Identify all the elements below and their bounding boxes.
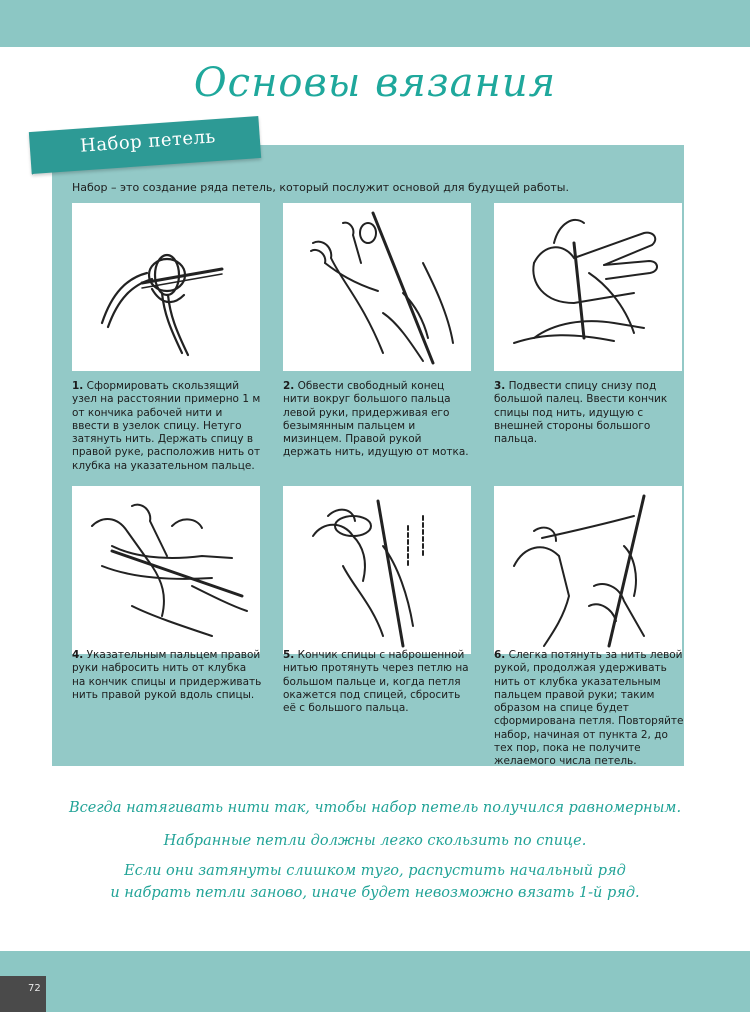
step-5-illustration (283, 486, 471, 654)
step-3-illustration (494, 203, 682, 371)
step-3-body: Подвести спицу снизу под большой палец. Ввести кончик спицы под нить, идущую с внешней стороны большого пальца. (494, 380, 668, 446)
step-5-number: 5. (283, 649, 295, 661)
step-1-illustration (72, 203, 260, 371)
step-3-number: 3. (494, 380, 506, 392)
step-5-body: Кончик спицы с наброшенной нитью протянуть через петлю на большом пальце и, когда петля окажется под спицей, сбросить её с большого пальца. (283, 649, 469, 715)
tip-line-2: Набранные петли должны легко скользить по спице. (163, 833, 587, 849)
step-1-body: Сформировать скользящий узел на расстоянии примерно 1 м от кончика рабочей нити и ввести в узелок спицу. Нетуго затянуть нить. Держать спицу в правой руке, расположив нить от клубка на указательном пальце. (72, 380, 261, 472)
tip-line-1: Всегда натягивать нити так, чтобы набор петель получился равномерным. (68, 800, 682, 816)
tip-line-4: и набрать петли заново, иначе будет невозможно вязать 1-й ряд. (110, 885, 640, 901)
step-6-illustration (494, 486, 682, 654)
page-title: Основы вязания (193, 60, 557, 106)
step-2-text (283, 380, 473, 460)
step-6-text (494, 649, 684, 769)
step-2-number: 2. (283, 380, 295, 392)
top-color-bar (0, 0, 750, 47)
step-6-number: 6. (494, 649, 506, 661)
step-5-text (283, 649, 473, 715)
page-number: 72 (0, 976, 46, 1012)
tip-line-3: Если они затянуты слишком туго, распустить начальный ряд (124, 863, 626, 879)
intro-text: Набор – это создание ряда петель, который послужит основой для будущей работы. (72, 181, 569, 194)
bottom-color-bar (0, 951, 750, 1012)
step-1-text (72, 380, 262, 473)
section-label: Набор петель (79, 126, 217, 157)
step-2-body: Обвести свободный конец нити вокруг большого пальца левой руки, придерживая его безымянным пальцем и мизинцем. Правой рукой держать нить, идущую от мотка. (283, 380, 469, 459)
step-1-number: 1. (72, 380, 84, 392)
step-6-body: Слегка потянуть за нить левой рукой, продолжая удерживать нить от клубка указательным пальцем правой руки; таким образом на спице будет сформирована петля. Повторяйте набор, начиная от пункта 2, до тех пор, пока не получите желаемого числа петель. (494, 649, 684, 768)
step-3-text (494, 380, 684, 446)
step-4-body: Указательным пальцем правой руки набросить нить от клубка на кончик спицы и придерживать нить правой рукой вдоль спицы. (72, 649, 262, 701)
step-4-number: 4. (72, 649, 84, 661)
step-4-text (72, 649, 262, 702)
step-4-illustration (72, 486, 260, 654)
step-2-illustration (283, 203, 471, 371)
